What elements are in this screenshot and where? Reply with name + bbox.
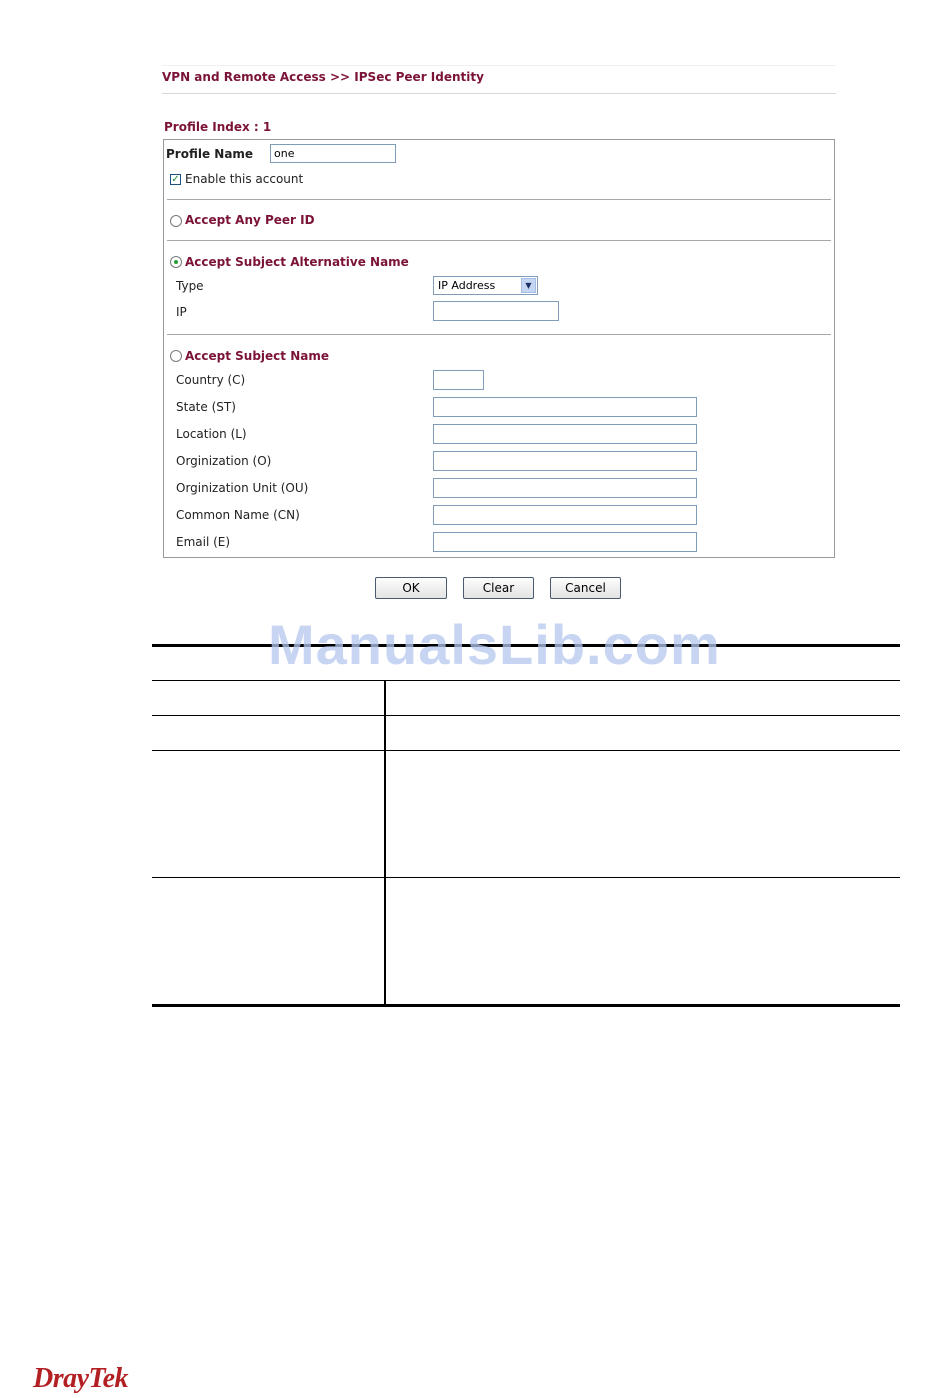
accept-subject-name-label: Accept Subject Name [185, 349, 329, 363]
accept-any-peer-radio[interactable] [170, 215, 182, 227]
email-input[interactable] [433, 532, 697, 552]
table-row-divider [152, 750, 900, 751]
ip-input[interactable] [433, 301, 559, 321]
section-divider [167, 199, 831, 200]
common-name-label: Common Name (CN) [176, 508, 300, 522]
accept-alt-name-label: Accept Subject Alternative Name [185, 255, 409, 269]
state-label: State (ST) [176, 400, 236, 414]
accept-subject-name-radio[interactable] [170, 350, 182, 362]
table-row-divider [152, 680, 900, 681]
table-row-divider [152, 877, 900, 878]
profile-name-input[interactable] [270, 144, 396, 163]
profile-name-label: Profile Name [166, 147, 254, 161]
enable-account-checkbox[interactable]: ✓ [171, 174, 180, 185]
cancel-button[interactable]: Cancel [550, 577, 621, 599]
type-select-value: IP Address [438, 279, 496, 292]
accept-any-peer-label: Accept Any Peer ID [185, 213, 315, 227]
organization-input[interactable] [433, 451, 697, 471]
chevron-down-icon[interactable]: ▼ [521, 278, 536, 293]
watermark: ManualsLib.com [268, 613, 721, 676]
section-divider [167, 240, 831, 241]
section-divider [167, 334, 831, 335]
ip-label: IP [176, 305, 187, 319]
state-input[interactable] [433, 397, 697, 417]
organization-unit-label: Orginization Unit (OU) [176, 481, 309, 495]
country-input[interactable] [433, 370, 484, 390]
breadcrumb: VPN and Remote Access >> IPSec Peer Identity [162, 70, 484, 84]
table-column-divider [384, 680, 386, 1006]
organization-unit-input[interactable] [433, 478, 697, 498]
header-top-divider [162, 65, 836, 66]
country-label: Country (C) [176, 373, 246, 387]
organization-label: Orginization (O) [176, 454, 272, 468]
draytek-logo: DrayTek [33, 1363, 129, 1394]
table-bottom-rule [152, 1004, 900, 1007]
enable-account-label: Enable this account [185, 172, 304, 186]
header-divider [162, 93, 836, 94]
common-name-input[interactable] [433, 505, 697, 525]
location-input[interactable] [433, 424, 697, 444]
type-label: Type [176, 279, 204, 293]
profile-index-label: Profile Index : 1 [164, 120, 272, 134]
accept-alt-name-radio[interactable] [170, 256, 182, 268]
clear-button[interactable]: Clear [463, 577, 534, 599]
table-row-divider [152, 715, 900, 716]
email-label: Email (E) [176, 535, 231, 549]
location-label: Location (L) [176, 427, 247, 441]
ok-button[interactable]: OK [375, 577, 447, 599]
type-select[interactable] [433, 276, 538, 295]
